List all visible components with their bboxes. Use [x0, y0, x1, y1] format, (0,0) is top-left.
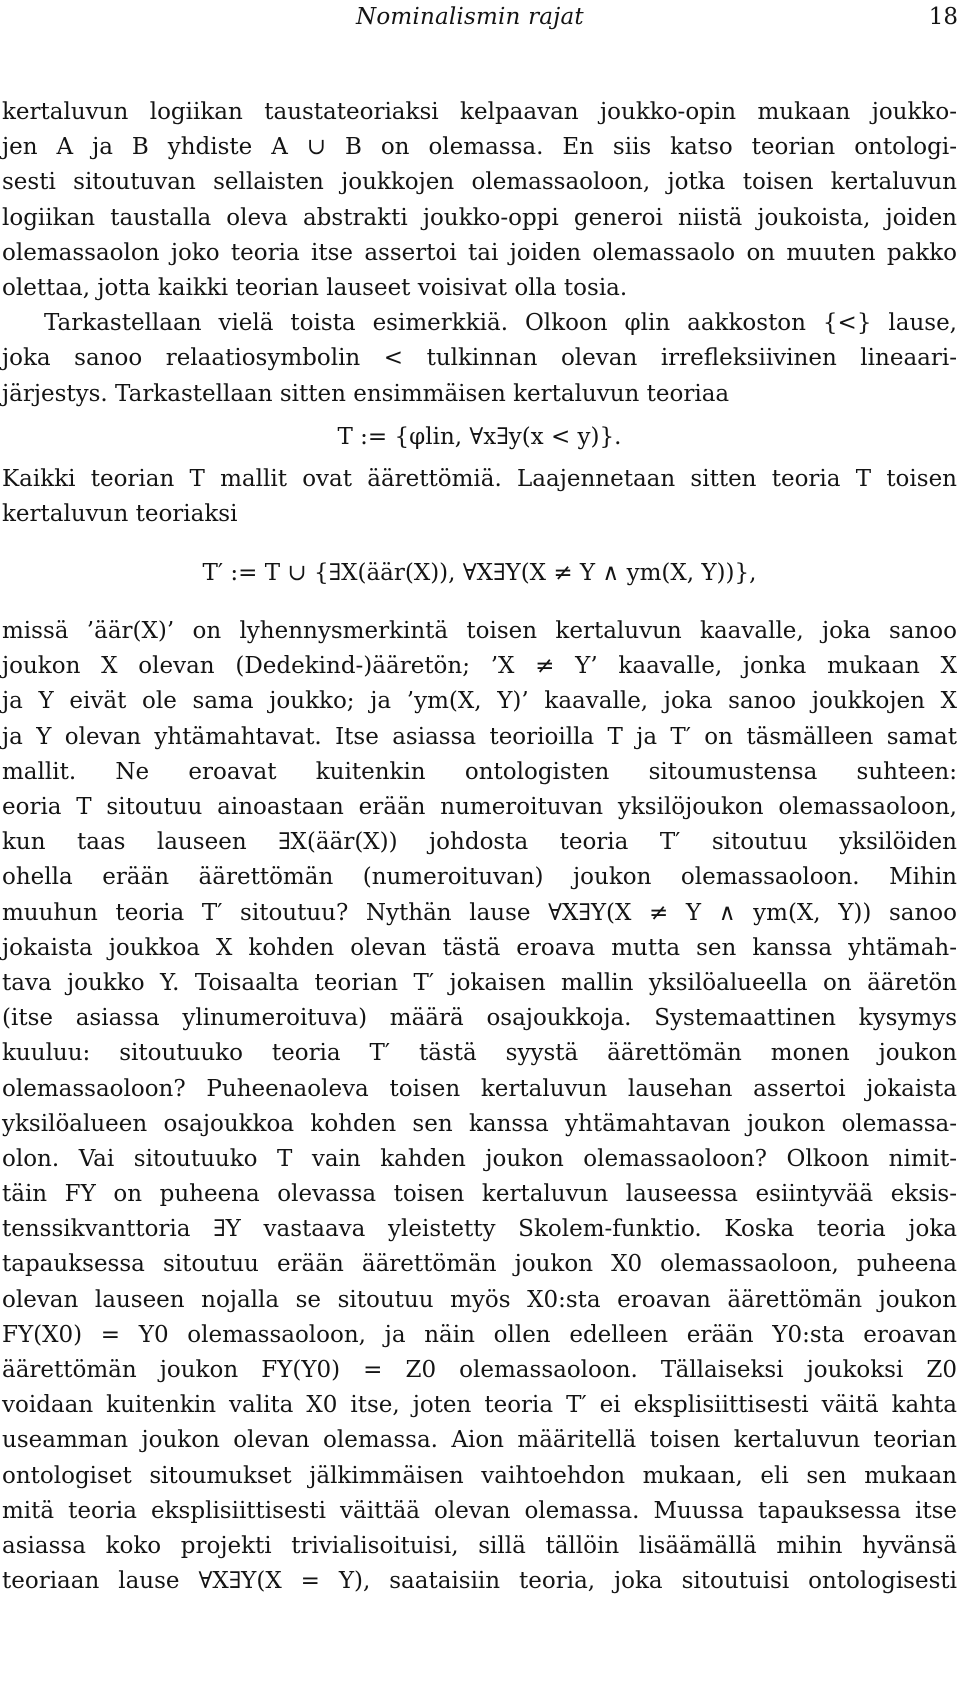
text-line: kertaluvun teoriaksi: [2, 500, 238, 527]
text-line: jen A ja B yhdiste A ∪ B on olemassa. En siis katso teorian ontologi-: [2, 134, 957, 161]
text-line: voidaan kuitenkin valita X0 itse, joten teoria T′ ei eksplisiittisesti väitä kahta: [2, 1392, 957, 1419]
text-line: olemassaolon joko teoria itse assertoi tai joiden olemassaolo on muuten pakko: [2, 239, 957, 266]
text-line: sesti sitoutuvan sellaisten joukkojen olemassaoloon, jotka toisen kertaluvun: [2, 169, 957, 196]
body-text: [2, 95, 957, 1599]
text-line: ja Y eivät ole sama joukko; ja ’ym(X, Y)’ kaavalle, joka sanoo joukkojen X: [2, 688, 957, 715]
text-line: jokaista joukkoa X kohden olevan tästä eroava mutta sen kanssa yhtämah-: [2, 934, 957, 961]
display-formula: T := {φlin, ∀x∃y(x < y)}.: [337, 423, 622, 450]
text-line: missä ’äär(X)’ on lyhennysmerkintä toisen kertaluvun kaavalle, joka sanoo: [2, 618, 957, 645]
text-line: useamman joukon olevan olemassa. Aion määritellä toisen kertaluvun teorian: [2, 1427, 957, 1454]
running-head-title: Nominalismin rajat: [356, 4, 584, 30]
text-line: ja Y olevan yhtämahtavat. Itse asiassa teorioilla T ja T′ on täsmälleen samat: [2, 723, 957, 750]
text-line: kuuluu: sitoutuuko teoria T′ tästä syystä äärettömän monen joukon: [2, 1040, 957, 1067]
text-line: muuhun teoria T′ sitoutuu? Nythän lause ∀X∃Y(X ≠ Y ∧ ym(X, Y)) sanoo: [2, 899, 957, 926]
text-line: täin FY on puheena olevassa toisen kertaluvun lauseessa esiintyvää eksis-: [2, 1181, 957, 1208]
text-line: järjestys. Tarkastellaan sitten ensimmäisen kertaluvun teoriaa: [2, 380, 730, 407]
text-line: joukon X olevan (Dedekind-)ääretön; ’X ≠ Y’ kaavalle, jonka mukaan X: [2, 653, 957, 680]
text-line: äärettömän joukon FY(Y0) = Z0 olemassaoloon. Tällaiseksi joukoksi Z0: [2, 1357, 957, 1383]
text-line: olevan lauseen nojalla se sitoutuu myös X0:sta eroavan äärettömän joukon: [2, 1286, 957, 1313]
text-line: Kaikki teorian T mallit ovat äärettömiä. Laajennetaan sitten teoria T toisen: [2, 465, 957, 492]
text-line: joka sanoo relaatiosymbolin < tulkinnan olevan irrefleksiivinen lineaari-: [2, 345, 957, 372]
text-line: tapauksessa sitoutuu erään äärettömän joukon X0 olemassaoloon, puheena: [2, 1251, 957, 1278]
text-line: Tarkastellaan vielä toista esimerkkiä. Olkoon φlin aakkoston {<} lause,: [44, 310, 957, 337]
display-formula: T′ := T ∪ {∃X(äär(X)), ∀X∃Y(X ≠ Y ∧ ym(X, Y))},: [202, 560, 757, 587]
text-line: kertaluvun logiikan taustateoriaksi kelpaavan joukko-opin mukaan joukko-: [2, 99, 957, 125]
page-number: 18: [928, 4, 958, 30]
text-line: yksilöalueen osajoukkoa kohden sen kanssa yhtämahtavan joukon olemassa-: [2, 1110, 957, 1137]
text-line: mitä teoria eksplisiittisesti väittää olevan olemassa. Muussa tapauksessa itse: [2, 1497, 957, 1524]
text-line: (itse asiassa ylinumeroituva) määrä osajoukkoja. Systemaattinen kysymys: [2, 1005, 957, 1032]
text-line: kun taas lauseen ∃X(äär(X)) johdosta teoria T′ sitoutuu yksilöiden: [2, 829, 957, 856]
text-line: tenssikvanttoria ∃Y vastaava yleistetty Skolem-funktio. Koska teoria joka: [2, 1216, 957, 1243]
text-line: olemassaoloon? Puheenaoleva toisen kertaluvun lausehan assertoi jokaista: [2, 1075, 957, 1102]
running-head: [0, 0, 960, 40]
text-line: FY(X0) = Y0 olemassaoloon, ja näin ollen edelleen erään Y0:sta eroavan: [2, 1321, 957, 1348]
text-line: teoriaan lause ∀X∃Y(X = Y), saataisiin teoria, joka sitoutuisi ontologisesti: [2, 1568, 957, 1595]
text-line: olon. Vai sitoutuuko T vain kahden joukon olemassaoloon? Olkoon nimit-: [2, 1145, 957, 1172]
text-line: logiikan taustalla oleva abstrakti joukko-oppi generoi niistä joukoista, joiden: [2, 204, 957, 231]
text-line: olettaa, jotta kaikki teorian lauseet voisivat olla tosia.: [2, 274, 628, 301]
text-line: asiassa koko projekti trivialisoituisi, sillä tällöin lisäämällä mihin hyvänsä: [2, 1532, 957, 1559]
text-line: ontologiset sitoumukset jälkimmäisen vaihtoehdon mukaan, eli sen mukaan: [2, 1462, 957, 1489]
text-line: eoria T sitoutuu ainoastaan erään numeroituvan yksilöjoukon olemassaoloon,: [2, 794, 957, 820]
text-line: ohella erään äärettömän (numeroituvan) joukon olemassaoloon. Mihin: [2, 864, 957, 891]
text-line: mallit. Ne eroavat kuitenkin ontologisten sitoumustensa suhteen:: [2, 758, 957, 785]
text-line: tava joukko Y. Toisaalta teorian T′ jokaisen mallin yksilöalueella on ääretön: [2, 969, 957, 996]
